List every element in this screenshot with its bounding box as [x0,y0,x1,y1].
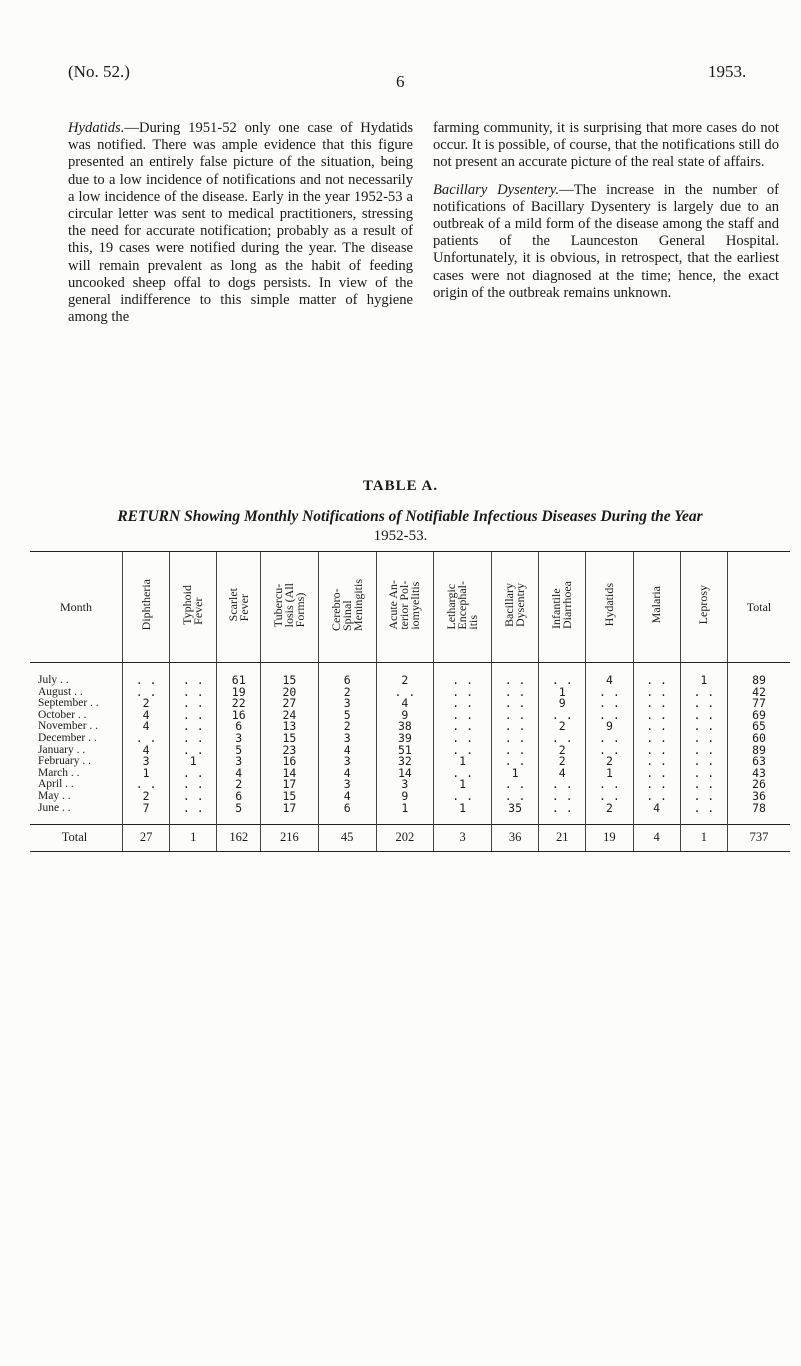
table-cell: 1 [680,663,727,687]
table-row [30,803,790,825]
table-cell: 3 [318,756,376,768]
table-cell: 1 [123,768,170,780]
table-cell: . . [586,733,633,745]
table-cell: . . [633,710,680,722]
table-title: TABLE A. [362,478,439,494]
table-cell: . . [680,756,727,768]
total-cell: 36 [492,825,539,852]
table-cell: . . [586,779,633,791]
table-cell: 65 [728,721,791,733]
table-cell: 42 [728,687,791,699]
total-row [30,825,790,852]
table-cell: 1 [492,768,539,780]
table-cell: . . [170,733,217,745]
table-cell: . . [492,756,539,768]
table-cell: 4 [318,791,376,803]
table-cell: . . [170,803,217,825]
column-header-label: Bacillary Dysentry [502,583,528,627]
table-cell: . . [680,698,727,710]
table-cell: . . [170,687,217,699]
left-column [68,120,413,336]
table-cell: . . [123,733,170,745]
table-cell: 2 [539,721,586,733]
column-header [376,552,434,663]
table-cell: 23 [261,745,319,757]
column-header [434,552,492,663]
column-header-label: Tubercu- losis (All Forms) [270,582,307,628]
table-cell: 43 [728,768,791,780]
table-cell: . . [492,733,539,745]
table-cell: 4 [539,768,586,780]
table-cell: 6 [318,663,376,687]
table-cell: 13 [261,721,319,733]
table-cell: . . [633,733,680,745]
table-cell: . . [170,698,217,710]
notifications-table [30,551,790,852]
dysentery-heading: Bacillary Dysentery. [433,181,560,198]
table-cell: . . [434,687,492,699]
table-cell: 1 [434,756,492,768]
table-cell: . . [680,779,727,791]
table-year: 1952-53. [373,528,428,544]
table-cell: 89 [728,663,791,687]
table-cell: 22 [217,698,261,710]
table-cell: . . [376,687,434,699]
table-cell: 60 [728,733,791,745]
month-cell: December . . [38,731,97,744]
table-cell: . . [586,791,633,803]
table-cell: . . [680,745,727,757]
table-cell: . . [680,721,727,733]
column-header-label: Cerebro- Spinal Meningitis [328,578,365,631]
total-cell: 21 [539,825,586,852]
total-cell: 216 [261,825,319,852]
table-cell: . . [633,791,680,803]
table-cell: 9 [376,791,434,803]
table-cell: . . [170,721,217,733]
table-cell: 4 [376,698,434,710]
table-cell: 1 [170,756,217,768]
table-cell: 5 [318,710,376,722]
table-cell: . . [680,710,727,722]
table-cell: 15 [261,733,319,745]
total-cell: 1 [680,825,727,852]
table-cell: 9 [586,721,633,733]
table-cell: 16 [261,756,319,768]
table-cell: 32 [376,756,434,768]
table-cell: . . [539,803,586,825]
table-cell: . . [123,779,170,791]
table-cell: 1 [434,779,492,791]
total-cell: 1 [170,825,217,852]
month-cell: January . . [38,743,86,756]
table-cell: 15 [261,663,319,687]
table-cell: . . [586,745,633,757]
table-cell: . . [434,733,492,745]
table-cell: 9 [539,698,586,710]
month-cell: May . . [38,789,71,802]
table-cell: 2 [318,721,376,733]
column-header [539,552,586,663]
table-cell: . . [434,698,492,710]
column-header-label: Hydatids [601,583,616,627]
table-cell: 6 [217,721,261,733]
table-cell: . . [492,663,539,687]
table-cell: . . [434,721,492,733]
total-label: Total [30,825,123,852]
table-cell: 38 [376,721,434,733]
column-header [680,552,727,663]
table-cell: . . [539,791,586,803]
table-cell: 15 [261,791,319,803]
month-cell: September . . [38,697,99,710]
table-cell: 51 [376,745,434,757]
table-header-row [30,552,790,663]
table-cell: 7 [123,803,170,825]
table-cell: 63 [728,756,791,768]
table-cell: 3 [318,779,376,791]
table-cell: 39 [376,733,434,745]
column-header-label: Scarlet Fever [225,588,251,622]
table-cell: . . [492,779,539,791]
table-cell: . . [492,745,539,757]
table-cell: . . [539,733,586,745]
hydatids-heading: Hydatids. [68,120,125,136]
table-cell: . . [680,733,727,745]
table-cell: 4 [318,745,376,757]
total-cell: 19 [586,825,633,852]
total-cell: 45 [318,825,376,852]
table-cell: 20 [261,687,319,699]
table-cell: . . [170,768,217,780]
column-header-label: Typhoid Fever [180,585,206,625]
table-cell: . . [633,663,680,687]
table-cell: . . [434,663,492,687]
month-cell: March . . [38,766,80,779]
table-cell: . . [586,687,633,699]
header-document-number: (No. 52.) [68,62,130,81]
total-cell: 27 [123,825,170,852]
dysentery-text: —The increase in the number of notifications of Bacillary Dysentery is largely due to an outbreak of a mild form of the disease among the staff and patients of the Launceston General Hospital. Unfortunately, it is obvious, in retrospect, that the earliest cases were not diagnosed at the time; hence, the exact origin of the outbreak remains unknown. [433,181,779,301]
month-cell: July . . [38,674,69,686]
month-cell: June . . [38,801,71,814]
table-cell: 2 [539,756,586,768]
table-cell: 77 [728,698,791,710]
table-cell: 17 [261,779,319,791]
table-row [30,663,790,687]
table-cell: 14 [376,768,434,780]
column-header [30,552,123,663]
table-cell: 17 [261,803,319,825]
hydatids-paragraph [68,120,413,326]
dysentery-paragraph [433,182,779,302]
table-cell: 4 [633,803,680,825]
table-cell: . . [633,779,680,791]
table-cell: . . [492,698,539,710]
table-cell: . . [633,756,680,768]
table-cell: 14 [261,768,319,780]
month-cell: October . . [38,708,87,721]
column-header-label: Acute An- terior Pol- iomyelitis [386,580,423,630]
table-cell: . . [539,663,586,687]
total-cell: 202 [376,825,434,852]
table-subtitle: RETURN Showing Monthly Notifications of Notifiable Infectious Diseases During the Year [117,508,703,525]
column-header [586,552,633,663]
table-cell: . . [633,745,680,757]
table-cell: 3 [123,756,170,768]
table-cell: 2 [217,779,261,791]
month-cell: November . . [38,720,99,733]
table-cell: . . [434,710,492,722]
table-cell: . . [633,721,680,733]
table-cell: 2 [318,687,376,699]
total-cell: 3 [434,825,492,852]
table-cell: 16 [217,710,261,722]
table-cell: 1 [434,803,492,825]
table-cell: 61 [217,663,261,687]
table-cell: 6 [217,791,261,803]
table-cell: . . [170,663,217,687]
table-cell: . . [539,710,586,722]
table-cell: . . [586,698,633,710]
total-cell: 4 [633,825,680,852]
table-cell: 3 [318,733,376,745]
right-column [433,120,779,312]
table-cell: 3 [376,779,434,791]
table-cell: 1 [376,803,434,825]
column-header [492,552,539,663]
column-header-label: Total [746,599,772,614]
table-cell: . . [492,687,539,699]
table-cell: . . [123,663,170,687]
farming-paragraph: farming community, it is surprising that more cases do not occur. It is possible, of course, that the notifications still do not present an accurate picture of the real state of affairs. [433,120,779,171]
table-cell: 2 [539,745,586,757]
column-header-label: Diphtheria [138,579,153,631]
table-cell: 4 [123,721,170,733]
table-cell: 2 [586,756,633,768]
table-cell: 6 [318,803,376,825]
table-cell: 2 [586,803,633,825]
table-cell: 3 [217,756,261,768]
total-cell: 737 [728,825,791,852]
table-cell: . . [680,803,727,825]
table-cell: 4 [123,745,170,757]
table-cell: . . [170,745,217,757]
table-cell: . . [586,710,633,722]
table-cell: 4 [586,663,633,687]
table-cell: 2 [376,663,434,687]
table-cell: . . [434,791,492,803]
table-cell: . . [123,687,170,699]
table-cell: . . [680,768,727,780]
table-cell: 5 [217,745,261,757]
table-cell: 3 [217,733,261,745]
table-cell: 4 [318,768,376,780]
column-header [261,552,319,663]
month-cell: August . . [38,685,83,698]
table-cell: 89 [728,745,791,757]
header-year: 1953. [708,62,747,81]
column-header [633,552,680,663]
table-cell: 2 [123,791,170,803]
table-cell: . . [170,791,217,803]
table-cell: 2 [123,698,170,710]
table-cell: 1 [586,768,633,780]
table-cell: 27 [261,698,319,710]
header-page-number: 6 [396,72,405,91]
month-cell: February . . [38,755,92,768]
table-cell: . . [680,687,727,699]
table-cell: . . [434,745,492,757]
hydatids-text: —During 1951-52 only one case of Hydatids was notified. There was ample evidence that this figure presented an entirely false picture of the situation, being due to a low incidence of notifications and not necessarily a low incidence of the disease. Early in the year 1952-53 a circular letter was sent to medical practitioners, stressing the need for accurate notification; probably as a result of this, 19 cases were notified during the year. The disease will remain prevalent as long as the habit of feeding uncooked sheep offal to dogs persists. In view of the general indifference to this simple matter of hygiene among the [68,120,413,326]
table-cell: . . [492,721,539,733]
table-cell: 69 [728,710,791,722]
table-cell: 4 [217,768,261,780]
table-cell: 9 [376,710,434,722]
total-cell: 162 [217,825,261,852]
column-header [728,552,791,663]
column-header [217,552,261,663]
table-cell: . . [492,791,539,803]
table-cell: . . [539,779,586,791]
table-cell: . . [170,779,217,791]
table-cell: 19 [217,687,261,699]
table-cell: . . [633,768,680,780]
table-cell: 5 [217,803,261,825]
column-header [318,552,376,663]
column-header-label: Month [59,599,92,614]
table-cell: . . [170,710,217,722]
table-cell: 35 [492,803,539,825]
month-cell: April . . [38,778,74,791]
column-header-label: Lethargic Encephal- itis [444,580,481,630]
column-header-label: Infantile Diarrhoea [549,581,575,629]
column-header [170,552,217,663]
table-cell: . . [492,710,539,722]
table-cell: 4 [123,710,170,722]
table-cell: 36 [728,791,791,803]
table-cell: 3 [318,698,376,710]
table-cell: . . [633,698,680,710]
table-cell: 1 [539,687,586,699]
column-header-label: Malaria [649,586,664,624]
table-body [30,663,790,852]
table-cell: 24 [261,710,319,722]
table-cell: 26 [728,779,791,791]
table-cell: 78 [728,803,791,825]
table-cell: . . [633,687,680,699]
column-header-label: Leprosy [696,585,711,625]
table-cell: . . [434,768,492,780]
table-cell: . . [680,791,727,803]
column-header [123,552,170,663]
